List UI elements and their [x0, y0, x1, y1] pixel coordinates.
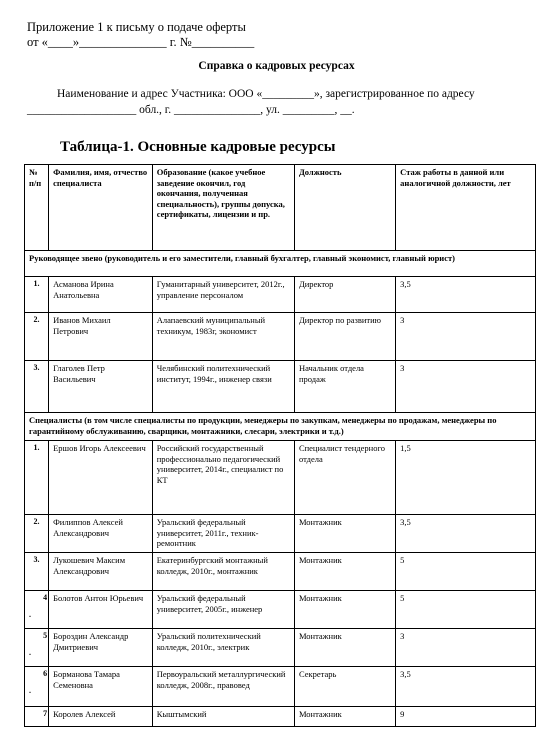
row-education: Российский государственный профессионально педагогический университет, 2014г., специалист по КТ: [152, 441, 294, 515]
row-name: Королев Алексей: [49, 707, 153, 727]
row-experience: 9: [396, 707, 536, 727]
row-experience: 3,5: [396, 667, 536, 707]
row-name: Глаголев Петр Васильевич: [49, 361, 153, 413]
row-experience: 5: [396, 553, 536, 591]
row-education: Уральский федеральный университет, 2005г., инженер: [152, 591, 294, 629]
row-num: 6 .: [25, 667, 49, 707]
row-position: Специалист тендерного отдела: [294, 441, 395, 515]
row-name: Болотов Антон Юрьевич: [49, 591, 153, 629]
row-num: 2.: [25, 515, 49, 553]
row-num: 5 .: [25, 629, 49, 667]
row-education: Екатеринбургский монтажный колледж, 2010г., монтажник: [152, 553, 294, 591]
row-num: 3.: [25, 553, 49, 591]
row-position: Монтажник: [294, 629, 395, 667]
participant-address-line: ___________________ обл., г. _______________, ул. _________, __.: [27, 104, 355, 116]
table-row: [25, 629, 536, 667]
row-education: Челябинский политехнический институт, 1994г., инженер связи: [152, 361, 294, 413]
table-row: [25, 707, 536, 727]
staff-table: [24, 164, 536, 727]
row-position: Монтажник: [294, 707, 395, 727]
row-name: Иванов Михаил Петрович: [49, 313, 153, 361]
table-row: [25, 277, 536, 313]
row-num: 2.: [25, 313, 49, 361]
row-experience: 3,5: [396, 277, 536, 313]
header-name: Фамилия, имя, отчество специалиста: [49, 165, 153, 251]
row-position: Секретарь: [294, 667, 395, 707]
row-num: 4 .: [25, 591, 49, 629]
table-header-row: [25, 165, 536, 251]
letter-date-number-line: от «____»______________ г. №__________: [27, 35, 255, 49]
row-position: Монтажник: [294, 515, 395, 553]
row-position: Директор по развитию: [294, 313, 395, 361]
row-num: 3.: [25, 361, 49, 413]
table-row: [25, 667, 536, 707]
table-caption: Таблица-1. Основные кадровые ресурсы: [60, 139, 336, 155]
row-position: Монтажник: [294, 553, 395, 591]
row-experience: 3: [396, 313, 536, 361]
row-experience: 3: [396, 361, 536, 413]
table-row: [25, 441, 536, 515]
row-position: Начальник отдела продаж: [294, 361, 395, 413]
row-education: Уральский федеральный университет, 2011г., техник-ремонтник: [152, 515, 294, 553]
row-num: 1.: [25, 441, 49, 515]
row-num: 1.: [25, 277, 49, 313]
header-num: № п/п: [25, 165, 49, 251]
row-education: Гуманитарный университет, 2012г., управление персоналом: [152, 277, 294, 313]
row-name: Асманова Ирина Анатольевна: [49, 277, 153, 313]
row-name: Филиппов Алексей Александрович: [49, 515, 153, 553]
letter-appendix-line: Приложение 1 к письму о подаче оферты: [27, 20, 246, 34]
row-num-value: 5: [43, 631, 48, 640]
section-management: [25, 251, 536, 277]
row-name: Борманова Тамара Семеновна: [49, 667, 153, 707]
table-row: [25, 591, 536, 629]
header-education: Образование (какое учебное заведение окончил, год окончания, полученная специальность), группы допуска, сертификаты, лицензии и пр.: [152, 165, 294, 251]
row-num-value: 4: [43, 593, 48, 602]
row-experience: 3: [396, 629, 536, 667]
row-position: Монтажник: [294, 591, 395, 629]
row-num-value: 6: [43, 669, 48, 678]
section-specialists: [25, 413, 536, 441]
participant-name-line: Наименование и адрес Участника: ООО «_________», зарегистрированное по адресу: [57, 88, 475, 100]
row-experience: 3,5: [396, 515, 536, 553]
header-experience: Стаж работы в данной или аналогичной должности, лет: [396, 165, 536, 251]
table-row: [25, 313, 536, 361]
table-row: [25, 361, 536, 413]
row-education: Уральский политехнический колледж, 2010г., электрик: [152, 629, 294, 667]
section-specialists-label: Специалисты (в том числе специалисты по продукции, менеджеры по закупкам, менеджеры по продажам, менеджеры по гарантийному обслуживанию, сварщики, монтажники, слесари, электрики и т.д.): [25, 413, 536, 441]
row-education: Кыштымский: [152, 707, 294, 727]
row-name: Бороздин Александр Дмитриевич: [49, 629, 153, 667]
document-title: Справка о кадровых ресурсах: [198, 60, 355, 72]
row-name: Ершов Игорь Алексеевич: [49, 441, 153, 515]
row-experience: 1,5: [396, 441, 536, 515]
row-education: Первоуральский металлургический колледж, 2008г., правовед: [152, 667, 294, 707]
row-education: Алапаевский муниципальный техникум, 1983г, экономист: [152, 313, 294, 361]
header-position: Должность: [294, 165, 395, 251]
table-row: [25, 515, 536, 553]
section-management-label: Руководящее звено (руководитель и его заместители, главный бухгалтер, главный экономист, главный юрист): [25, 251, 536, 277]
row-num: 7: [25, 707, 49, 727]
row-name: Лукошевич Максим Александрович: [49, 553, 153, 591]
row-experience: 5: [396, 591, 536, 629]
table-row: [25, 553, 536, 591]
row-position: Директор: [294, 277, 395, 313]
